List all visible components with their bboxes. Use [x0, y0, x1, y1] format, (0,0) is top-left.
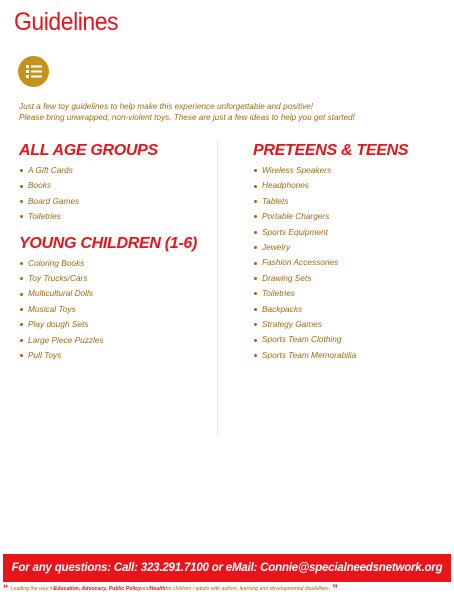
bullet-icon: [20, 169, 23, 172]
list-icon-glyph: [26, 65, 42, 78]
contact-bar: [3, 554, 451, 582]
list-item: [253, 209, 443, 224]
bullet-icon: [20, 215, 23, 218]
list-item-label: Books: [28, 180, 52, 191]
contact-text: For any questions: Call: 323.291.7100 or eMail: Connie@specialneedsnetwork.org: [11, 562, 443, 574]
intro-line: Just a few toy guidelines to help make this experience unforgettable and positive!: [19, 102, 314, 111]
bullet-icon: [20, 200, 23, 203]
bullet-icon: [254, 231, 257, 234]
list-item: [19, 317, 209, 332]
list-item-label: Portable Chargers: [262, 211, 330, 222]
bullet-icon: [254, 262, 257, 265]
list-item-label: Backpacks: [262, 303, 303, 314]
list-item: [19, 194, 209, 209]
list-item: [253, 240, 443, 255]
column-divider: [217, 142, 218, 434]
list-item-label: Multicultural Dolls: [28, 288, 94, 299]
list-item-label: A Gift Cards: [28, 165, 73, 175]
bullet-icon: [20, 354, 23, 357]
list-item-label: Headphones: [262, 180, 310, 191]
open-quote-mark: “: [3, 583, 9, 595]
list-item: [19, 286, 209, 301]
bullet-icon: [254, 323, 257, 326]
list-item-label: Musical Toys: [28, 303, 76, 314]
list-item: [19, 348, 209, 363]
list-item-label: Jewelry: [262, 242, 291, 253]
bullet-icon: [254, 277, 257, 280]
tagline-highlight-1: Education, Advocacy, Public Policy: [53, 586, 142, 592]
bullet-icon: [254, 215, 257, 218]
list-item-label: Play dough Sets: [28, 319, 89, 330]
list-item: [253, 271, 443, 286]
section-title-preteens-teens: PRETEENS & TEENS: [253, 142, 409, 159]
tagline-highlight-2: Health: [149, 586, 166, 592]
tagline-text-2: and: [141, 586, 150, 592]
list-icon: [18, 56, 49, 87]
bullet-icon: [20, 339, 23, 342]
list-item: [19, 333, 209, 348]
bullet-icon: [20, 308, 23, 311]
list-item: [19, 178, 209, 193]
list-item-label: Sports Team Memorabilia: [262, 349, 357, 360]
bullet-icon: [254, 292, 257, 295]
list-item: [253, 178, 443, 193]
bullet-icon: [254, 246, 257, 249]
preteens-list: [253, 163, 443, 363]
bullet-icon: [20, 185, 23, 188]
list-item: [19, 163, 209, 178]
left-column: [19, 142, 209, 363]
bullet-icon: [20, 323, 23, 326]
bullet-icon: [254, 185, 257, 188]
list-item: [19, 302, 209, 317]
list-item: [253, 225, 443, 240]
close-quote-mark: ”: [332, 583, 338, 595]
list-item-label: Tablets: [262, 195, 289, 206]
list-item: [19, 271, 209, 286]
bullet-icon: [254, 339, 257, 342]
list-item-label: Sports Team Clothing: [262, 334, 342, 345]
bullet-icon: [254, 200, 257, 203]
list-item: [253, 317, 443, 332]
list-item: [19, 256, 209, 271]
tagline: [3, 585, 451, 593]
tagline-text-3: for children / adults with autism, learning and developmental disabilities.: [165, 586, 331, 592]
list-item: [253, 194, 443, 209]
bullet-icon: [20, 293, 23, 296]
bullet-icon: [254, 169, 257, 172]
list-item: [253, 302, 443, 317]
list-item: [253, 255, 443, 270]
page-title: Guidelines: [14, 8, 119, 36]
young-children-list: [19, 256, 209, 364]
bullet-icon: [254, 308, 257, 311]
all-ages-list: [19, 163, 209, 225]
list-item-label: Toiletries: [28, 211, 61, 222]
bullet-icon: [20, 262, 23, 265]
list-item: [253, 332, 443, 347]
bullet-icon: [254, 354, 257, 357]
list-item-label: Fashion Accessories: [262, 257, 339, 268]
intro-line: Please bring unwrapped, non-violent toys. These are just a few ideas to help you get started!: [19, 113, 355, 122]
bullet-icon: [20, 277, 23, 280]
list-item-label: Sports Equipment: [262, 226, 328, 237]
list-item: [19, 209, 209, 224]
right-column: [253, 142, 443, 363]
list-item-label: Wireless Speakers: [262, 165, 332, 175]
section-title-young-children: YOUNG CHILDREN (1-6): [19, 234, 198, 252]
list-item-label: Board Games: [28, 195, 80, 206]
list-item-label: Drawing Sets: [262, 272, 312, 283]
section-title-all-ages: ALL AGE GROUPS: [19, 142, 158, 159]
list-item: [253, 286, 443, 301]
intro-text: [19, 101, 439, 123]
list-item-label: Toiletries: [262, 288, 295, 299]
list-item: [253, 163, 443, 178]
list-item-label: Coloring Books: [28, 257, 85, 268]
list-item-label: Strategy Games: [262, 319, 322, 330]
list-item-label: Large Piece Puzzles: [28, 334, 104, 345]
list-item-label: Toy Trucks/Cars: [28, 273, 88, 284]
tagline-text-1: Leading the way in: [10, 586, 54, 592]
list-item-label: Pull Toys: [28, 350, 62, 361]
list-item: [253, 348, 443, 363]
